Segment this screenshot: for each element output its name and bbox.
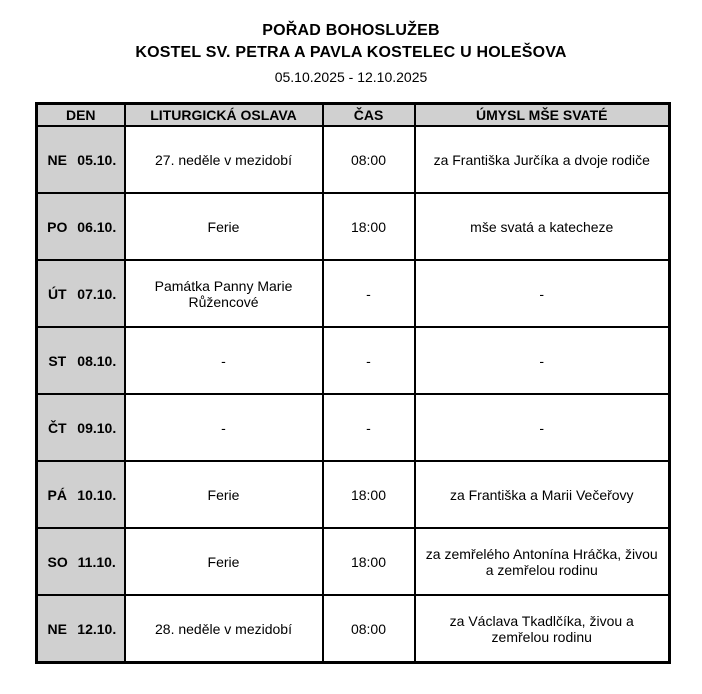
intention-cell: za Františka a Marii Večeřovy xyxy=(415,461,670,528)
day-date: 09.10. xyxy=(77,419,117,436)
table-row xyxy=(37,394,670,461)
intention-cell: za zemřelého Antonína Hráčka, živou a zemřelou rodinu xyxy=(415,528,670,595)
intention-cell: za Václava Tkadlčíka, živou a zemřelou rodinu xyxy=(415,595,670,662)
day-abbr: ÚT xyxy=(47,285,67,302)
table-row xyxy=(37,461,670,528)
time-cell: - xyxy=(323,260,415,327)
liturgy-cell: Ferie xyxy=(125,193,323,260)
date-range: 05.10.2025 - 12.10.2025 xyxy=(274,68,428,85)
time-cell: 18:00 xyxy=(323,193,415,260)
time-cell: - xyxy=(323,394,415,461)
header-liturgy: LITURGICKÁ OSLAVA xyxy=(125,104,323,127)
intention-cell: - xyxy=(415,260,670,327)
table-row xyxy=(37,327,670,394)
table-row xyxy=(37,595,670,662)
day-cell xyxy=(37,193,125,260)
intention-cell: - xyxy=(415,327,670,394)
table-row xyxy=(37,126,670,193)
schedule-table xyxy=(35,102,671,664)
day-abbr: ST xyxy=(48,352,67,369)
time-cell: 18:00 xyxy=(323,528,415,595)
liturgy-cell: - xyxy=(125,394,323,461)
day-cell xyxy=(37,528,125,595)
time-cell: 08:00 xyxy=(323,126,415,193)
day-abbr: ČT xyxy=(47,419,67,436)
header-den: DEN xyxy=(37,104,125,127)
time-cell: - xyxy=(323,327,415,394)
day-abbr: SO xyxy=(47,553,68,570)
document-header xyxy=(0,0,702,87)
time-cell: 08:00 xyxy=(323,595,415,662)
time-cell: 18:00 xyxy=(323,461,415,528)
liturgy-cell: 28. neděle v mezidobí xyxy=(125,595,323,662)
day-cell xyxy=(37,595,125,662)
page-subtitle: KOSTEL SV. PETRA A PAVLA KOSTELEC U HOLEŠOVA xyxy=(135,44,567,62)
liturgy-cell: Památka Panny Marie Růžencové xyxy=(125,260,323,327)
liturgy-cell: - xyxy=(125,327,323,394)
liturgy-cell: Ferie xyxy=(125,528,323,595)
day-date: 06.10. xyxy=(77,218,117,235)
day-cell xyxy=(37,394,125,461)
day-date: 05.10. xyxy=(77,151,117,168)
day-cell xyxy=(37,461,125,528)
day-date: 10.10. xyxy=(77,486,117,503)
day-abbr: PO xyxy=(47,218,68,235)
day-date: 08.10. xyxy=(77,352,117,369)
intention-cell: za Františka Jurčíka a dvoje rodiče xyxy=(415,126,670,193)
liturgy-cell: 27. neděle v mezidobí xyxy=(125,126,323,193)
table-row xyxy=(37,193,670,260)
table-row xyxy=(37,260,670,327)
page-title: POŘAD BOHOSLUŽEB xyxy=(262,22,440,39)
day-date: 12.10. xyxy=(77,620,117,637)
table-row xyxy=(37,528,670,595)
day-abbr: PÁ xyxy=(47,486,67,503)
intention-cell: - xyxy=(415,394,670,461)
day-abbr: NE xyxy=(47,620,67,637)
day-cell xyxy=(37,327,125,394)
day-cell xyxy=(37,260,125,327)
header-row xyxy=(37,104,670,127)
header-time: ČAS xyxy=(323,104,415,127)
intention-cell: mše svatá a katecheze xyxy=(415,193,670,260)
day-abbr: NE xyxy=(47,151,67,168)
day-cell xyxy=(37,126,125,193)
day-date: 11.10. xyxy=(77,553,116,570)
header-intention: ÚMYSL MŠE SVATÉ xyxy=(415,104,670,127)
day-date: 07.10. xyxy=(77,285,117,302)
liturgy-cell: Ferie xyxy=(125,461,323,528)
